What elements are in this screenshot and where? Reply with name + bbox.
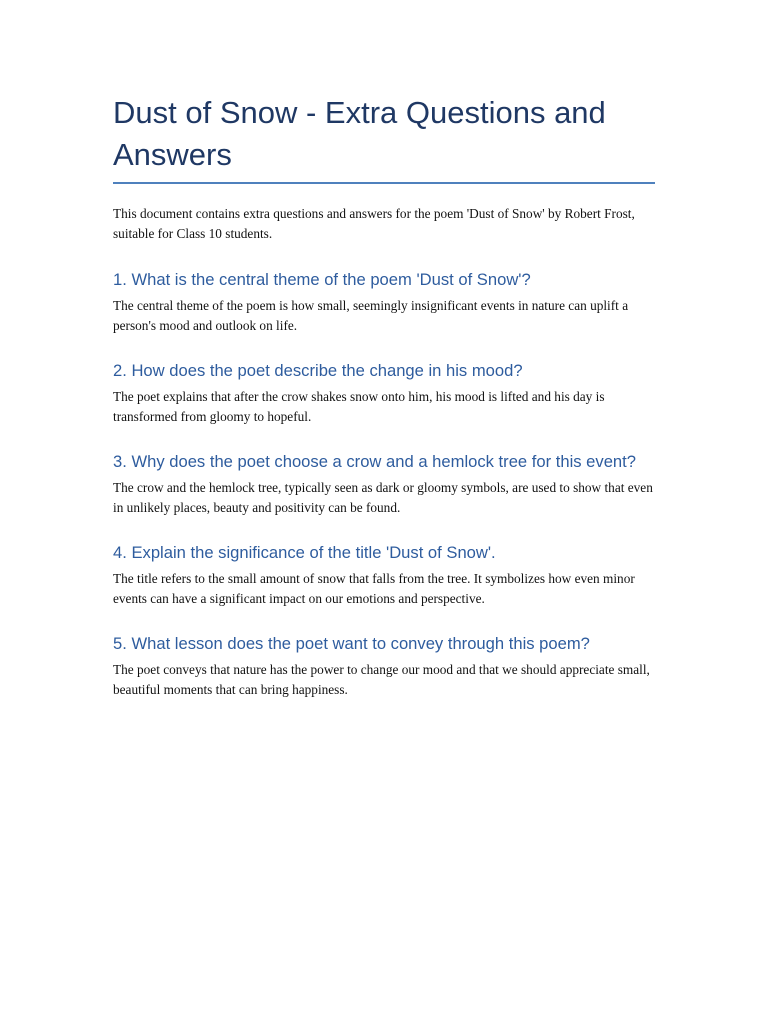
qa-item-1 <box>113 270 655 335</box>
title-divider <box>113 182 655 184</box>
answer-paragraph: The poet conveys that nature has the power to change our mood and that we should appreciate small, beautiful moments that can bring happiness. <box>113 662 650 697</box>
question-heading: 2. How does the poet describe the change in his mood? <box>113 361 523 380</box>
answer-paragraph: The central theme of the poem is how small, seemingly insignificant events in nature can uplift a person's mood and outlook on life. <box>113 298 629 333</box>
qa-item-3 <box>113 452 655 517</box>
question-heading: 4. Explain the significance of the title 'Dust of Snow'. <box>113 543 496 562</box>
qa-item-2 <box>113 361 655 426</box>
document-title: Dust of Snow - Extra Questions and Answers <box>113 95 606 172</box>
document-page <box>113 92 655 725</box>
qa-item-5 <box>113 634 655 699</box>
answer-paragraph: The poet explains that after the crow shakes snow onto him, his mood is lifted and his day is transformed from gloomy to hopeful. <box>113 389 605 424</box>
intro-paragraph: This document contains extra questions and answers for the poem 'Dust of Snow' by Robert Frost, suitable for Class 10 students. <box>113 206 635 241</box>
question-heading: 5. What lesson does the poet want to convey through this poem? <box>113 634 590 653</box>
question-heading: 3. Why does the poet choose a crow and a hemlock tree for this event? <box>113 452 636 471</box>
answer-paragraph: The title refers to the small amount of snow that falls from the tree. It symbolizes how even minor events can have a significant impact on our emotions and perspective. <box>113 571 635 606</box>
question-heading: 1. What is the central theme of the poem 'Dust of Snow'? <box>113 270 531 289</box>
answer-paragraph: The crow and the hemlock tree, typically seen as dark or gloomy symbols, are used to show that even in unlikely places, beauty and positivity can be found. <box>113 480 653 515</box>
qa-item-4 <box>113 543 655 608</box>
